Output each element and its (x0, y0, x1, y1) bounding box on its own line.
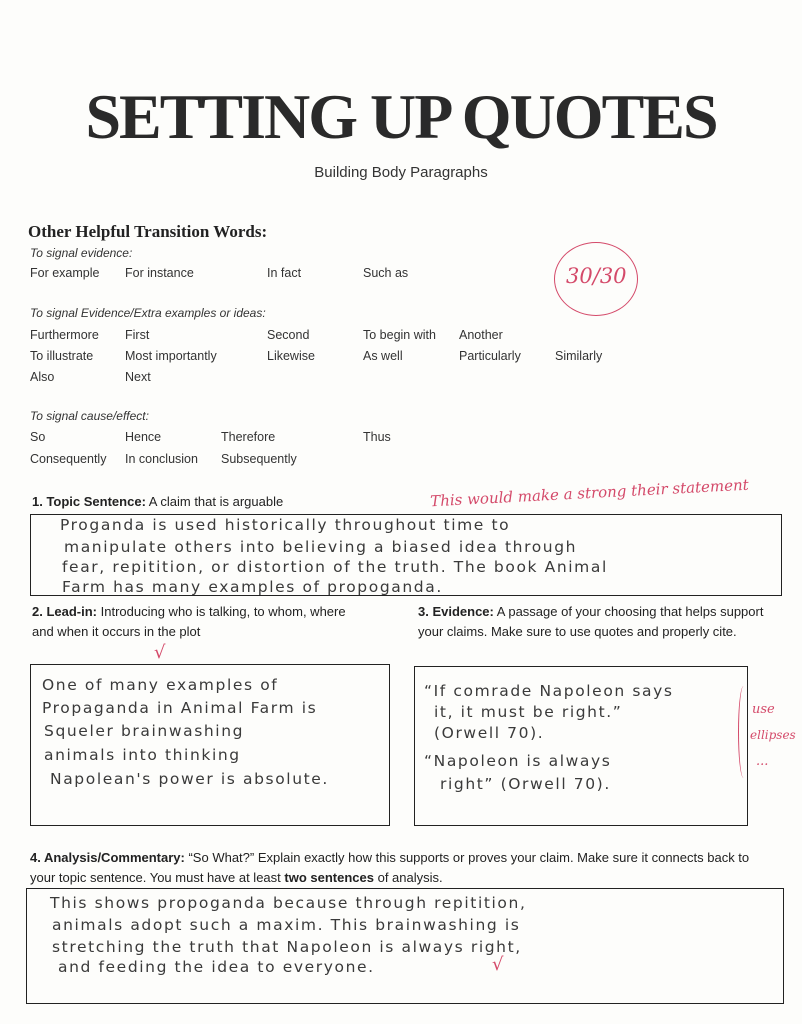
transition-word: In conclusion (125, 452, 198, 466)
signal-cause-label: To signal cause/effect: (30, 409, 149, 423)
transition-word: Therefore (221, 430, 276, 444)
transition-word: Hence (125, 430, 162, 444)
lead-in-label: 2. Lead-in: Introducing who is talking, to whom, where and when it occurs in the plot (32, 604, 346, 639)
transition-word: Furthermore (30, 328, 99, 342)
transition-word: Particularly (459, 349, 521, 363)
lead-in-answer-line: Napolean's power is absolute. (50, 770, 329, 788)
evidence-label: 3. Evidence: A passage of your choosing that helps support your claims. Make sure to use quotes and properly cite. (418, 604, 764, 639)
transition-word: Consequently (30, 452, 107, 466)
transition-word: Such as (363, 266, 409, 280)
analysis-label: 4. Analysis/Commentary: “So What?” Explain exactly how this supports or proves your claim. Make sure it connects back to your topic sentence. You must have at least two sentences of analysis. (30, 850, 750, 885)
topic-answer-line: fear, repitition, or distortion of the truth. The book Animal (62, 558, 608, 576)
transition-word: Likewise (267, 349, 315, 363)
transition-word: Most importantly (125, 349, 217, 363)
evidence-answer-line: “If comrade Napoleon says (424, 682, 674, 700)
topic-teacher-comment: This would make a strong their statement (429, 475, 750, 511)
transition-word: Similarly (555, 349, 603, 363)
lead-in-answer-line: One of many examples of (42, 676, 279, 694)
evidence-teacher-comment: use (752, 702, 775, 717)
analysis-answer-line: and feeding the idea to everyone. (58, 958, 375, 976)
transition-word: For instance (125, 266, 194, 280)
evidence-teacher-comment: ellipses (750, 728, 796, 742)
evidence-answer-line: it, it must be right.” (434, 703, 623, 721)
transition-word: As well (363, 349, 403, 363)
transition-word: Thus (363, 430, 391, 444)
lead-in-check-mark: √ (154, 642, 166, 663)
page-title: SETTING UP QUOTES (85, 81, 717, 152)
evidence-teacher-comment: ... (756, 754, 769, 769)
transitions-heading: Other Helpful Transition Words: (28, 222, 268, 241)
topic-answer-line: manipulate others into believing a biased idea through (64, 538, 578, 556)
topic-answer-line: Proganda is used historically throughout time to (60, 516, 511, 534)
grade-score: 30/30 (566, 264, 627, 288)
evidence-answer-line: (Orwell 70). (434, 724, 545, 742)
analysis-check-mark: √ (492, 954, 504, 975)
transition-word: First (125, 328, 150, 342)
topic-answer-line: Farm has many examples of propoganda. (62, 578, 443, 596)
transition-word: So (30, 430, 46, 444)
page-subtitle: Building Body Paragraphs (314, 164, 488, 181)
transition-word: Subsequently (221, 452, 297, 466)
signal-evidence-label: To signal evidence: (30, 246, 133, 260)
evidence-answer-line: “Napoleon is always (424, 752, 612, 770)
analysis-answer-line: This shows propoganda because through repitition, (50, 894, 527, 912)
lead-in-answer-line: animals into thinking (44, 746, 241, 764)
evidence-answer-line: right” (Orwell 70). (440, 775, 611, 793)
analysis-answer-line: animals adopt such a maxim. This brainwashing is (52, 916, 521, 934)
teacher-bracket (738, 686, 749, 778)
transition-word: To illustrate (30, 349, 94, 363)
lead-in-answer-line: Propaganda in Animal Farm is (42, 699, 318, 717)
analysis-answer-line: stretching the truth that Napoleon is always right, (52, 938, 522, 956)
transition-word: For example (30, 266, 100, 280)
transition-word: Next (125, 370, 151, 384)
transition-word: Also (30, 370, 55, 384)
transition-word: To begin with (363, 328, 436, 342)
transition-word: Second (267, 328, 310, 342)
signal-extra-label: To signal Evidence/Extra examples or ideas: (30, 306, 266, 320)
topic-sentence-label: 1. Topic Sentence: A claim that is arguable (32, 494, 284, 509)
transition-word: In fact (267, 266, 302, 280)
lead-in-answer-line: Squeler brainwashing (44, 722, 245, 740)
transition-word: Another (459, 328, 503, 342)
